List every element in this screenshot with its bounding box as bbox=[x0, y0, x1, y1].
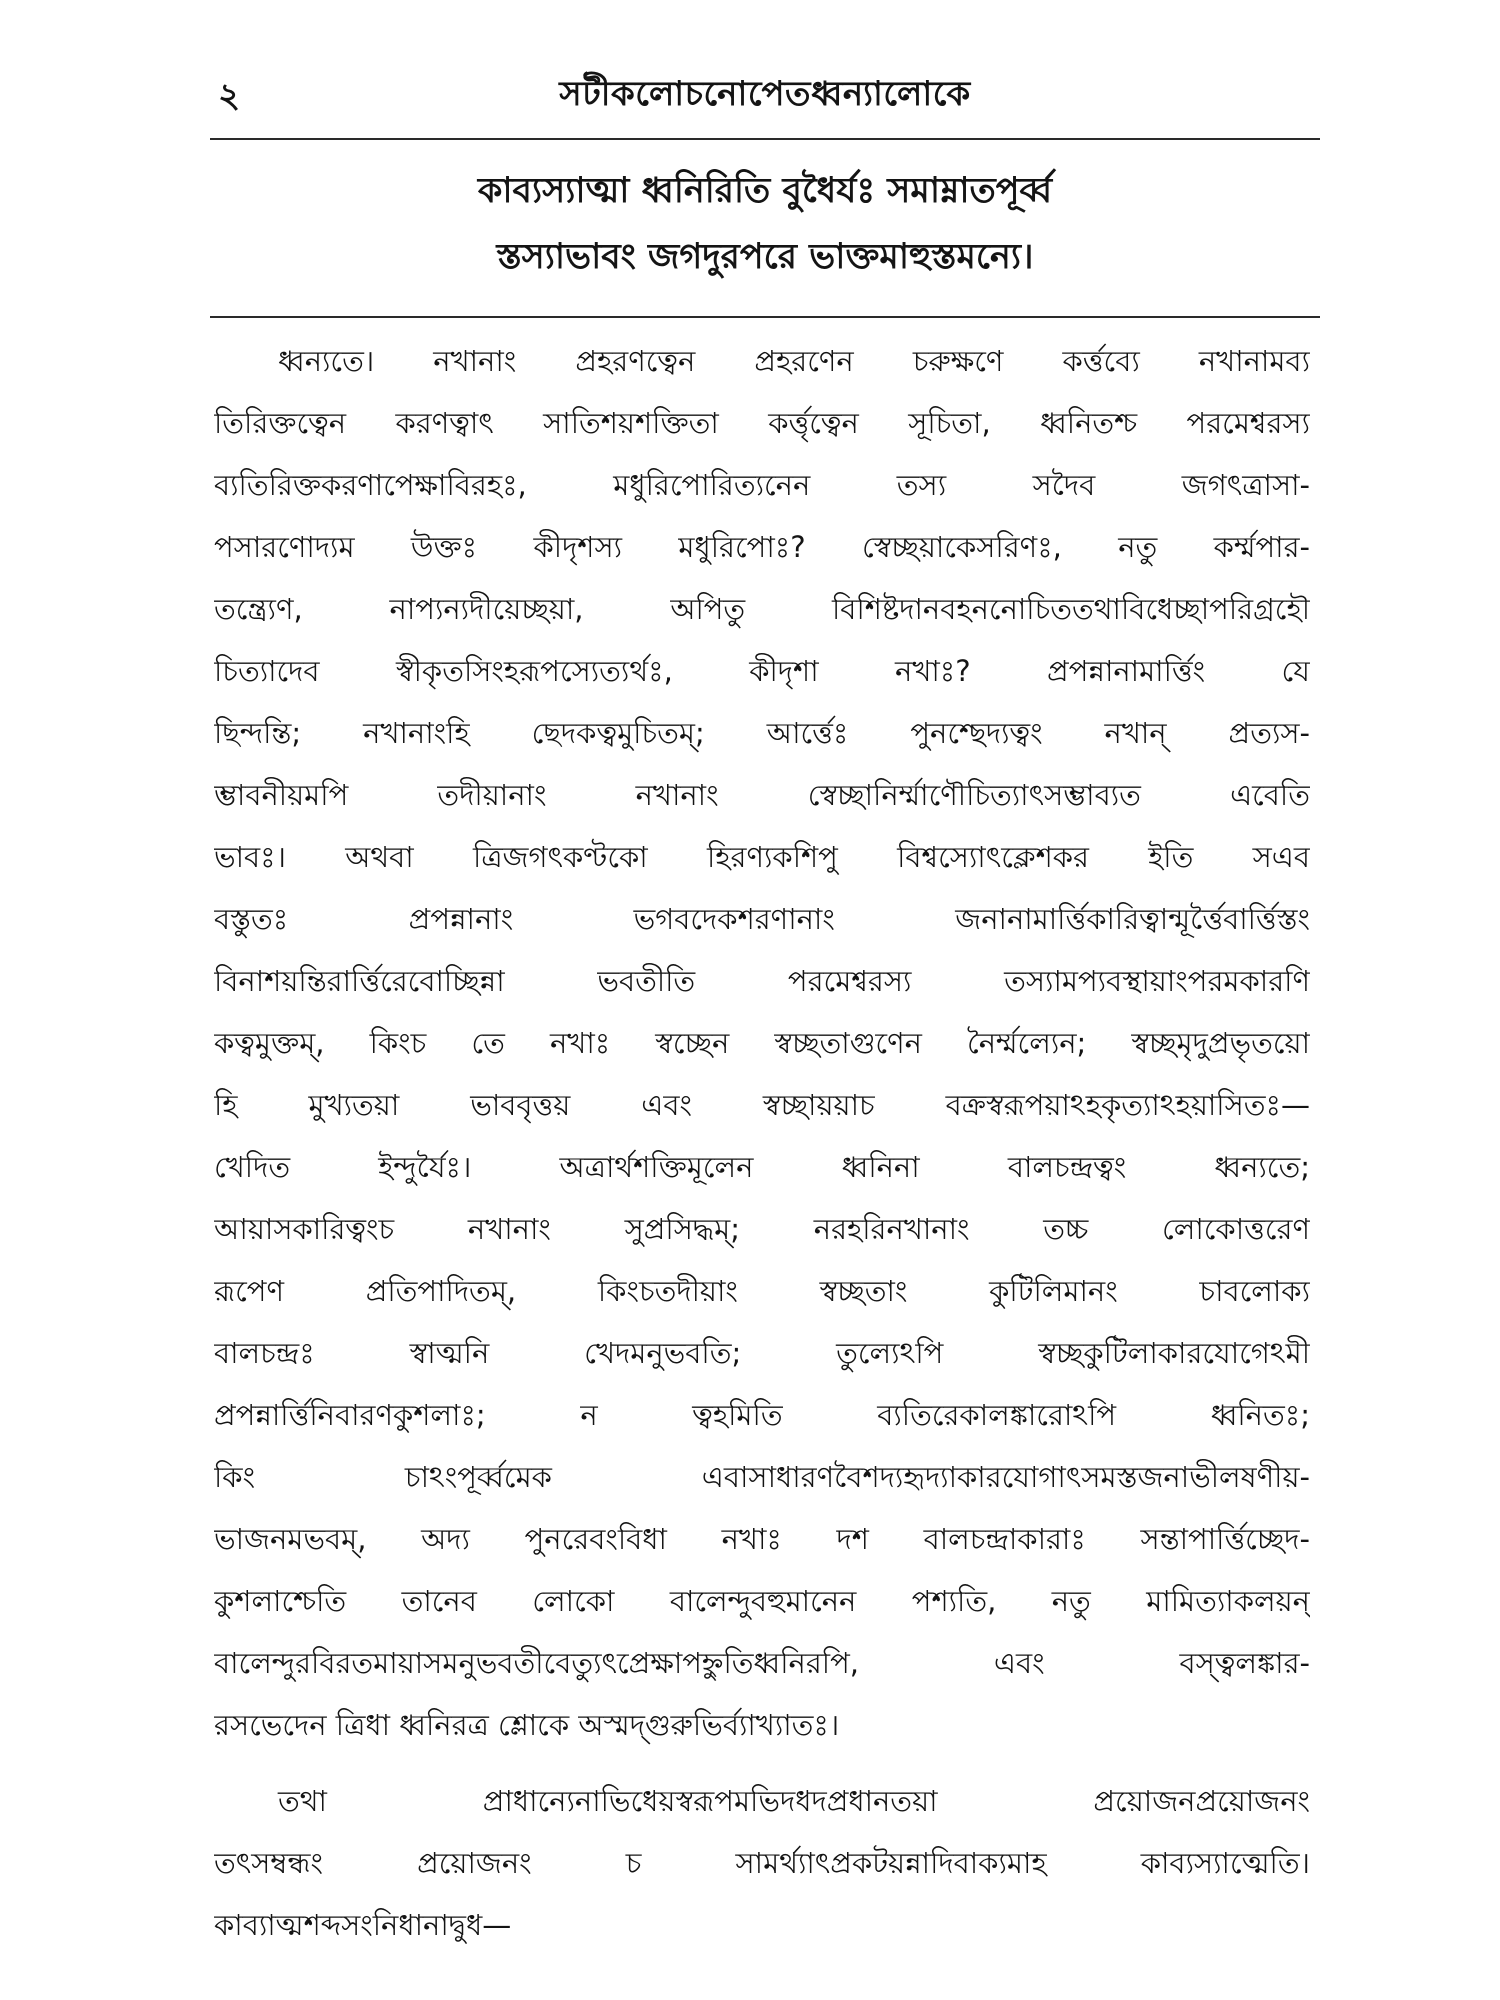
text-line: ব্যতিরিক্তকরণাপেক্ষাবিরহঃ, মধুরিপোরিত্যনেন তস্য সদৈব জগৎত্রাসা- bbox=[214, 468, 1310, 502]
text-line: রূপেণ প্রতিপাদিতম্, কিংচতদীয়াং স্বচ্ছতাং কুটিলিমানং চাবলোক্য bbox=[214, 1274, 1310, 1308]
verse-rule bbox=[210, 316, 1320, 318]
text-line: ধ্বন্যতে। নখানাং প্রহরণত্বেন প্রহরণেন চরুক্ষণে কর্ত্তব্যে নখানামব্য bbox=[278, 344, 1310, 378]
text-line: হি মুখ্যতয়া ভাববৃত্তয় এবং স্বচ্ছায়য়াচ বক্রস্বরূপয়াঽহকৃত্যাঽহয়াসিতঃ— bbox=[214, 1088, 1310, 1122]
text-line: তৎসম্বন্ধং প্রয়োজনং চ সামর্থ্যাৎপ্রকটয়ন্নাদিবাক্যমাহ কাব্যস্যাত্মেতি। bbox=[214, 1846, 1310, 1880]
text-line: আয়াসকারিত্বংচ নখানাং সুপ্রসিদ্ধম্; নরহরিনখানাং তচ্চ লোকোত্তরেণ bbox=[214, 1212, 1310, 1246]
text-line: প্রপন্নার্ত্তিনিবারণকুশলাঃ; ন ত্বহমিতি ব্যতিরেকালঙ্কারোঽপি ধ্বনিতঃ; bbox=[214, 1398, 1310, 1432]
page-header bbox=[210, 64, 1320, 124]
text-line: কাব্যাত্মশব্দসংনিধানাদ্বুধ— bbox=[214, 1908, 512, 1942]
text-line: রসভেদেন ত্রিধা ধ্বনিরত্র শ্লোকে অস্মদ্গুরুভির্ব্যাখ্যাতঃ। bbox=[214, 1708, 840, 1742]
text-line: ভাবঃ। অথবা ত্রিজগৎকণ্টকো হিরণ্যকশিপু বিশ্বস্যোৎক্লেশকর ইতি সএব bbox=[214, 840, 1310, 874]
text-line: তিরিক্তত্বেন করণত্বাৎ সাতিশয়শক্তিতা কর্ত্তৃত্বেন সূচিতা, ধ্বনিতশ্চ পরমেশ্বরস্য bbox=[214, 406, 1310, 440]
verse-line: কাব্যস্যাত্মা ধ্বনিরিতি বুধৈর্যঃ সমাম্নাতপূর্ব্ব bbox=[477, 171, 1053, 211]
header-rule bbox=[210, 138, 1320, 140]
text-line: কুশলাশ্চেতি তানেব লোকো বালেন্দুবহুমানেন পশ্যতি, নতু মামিত্যাকলয়ন্ bbox=[214, 1584, 1310, 1618]
commentary-paragraph bbox=[214, 1770, 1310, 1956]
commentary-paragraph bbox=[214, 330, 1310, 1756]
page-number: ২ bbox=[218, 76, 241, 116]
commentary-text bbox=[214, 330, 1310, 1956]
text-line: খেদিত ইন্দুর্যৈঃ। অত্রার্থশক্তিমূলেন ধ্বনিনা বালচন্দ্রত্বং ধ্বন্যতে; bbox=[214, 1150, 1310, 1184]
text-line: কত্বমুক্তম্, কিংচ তে নখাঃ স্বচ্ছেন স্বচ্ছতাগুণেন নৈর্ম্মল্যেন; স্বচ্ছমৃদুপ্রভৃতয়ো bbox=[214, 1026, 1310, 1060]
text-line: ভাজনমভবম্, অদ্য পুনরেবংবিধা নখাঃ দশ বালচন্দ্রাকারাঃ সন্তাপার্ত্তিচ্ছেদ- bbox=[214, 1522, 1310, 1556]
text-line: তথা প্রাধান্যেনাভিধেয়স্বরূপমভিদধদপ্রধানতয়া প্রয়োজনপ্রয়োজনং bbox=[278, 1784, 1310, 1818]
text-line: বালচন্দ্রঃ স্বাত্মনি খেদমনুভবতি; তুল্যেঽপি স্বচ্ছকুটিলাকারযোগেঽমী bbox=[214, 1336, 1310, 1370]
text-line: বিনাশয়ন্তিরার্ত্তিরেবোচ্ছিন্না ভবতীতি পরমেশ্বরস্য তস্যামপ্যবস্থায়াংপরমকারণি bbox=[214, 964, 1310, 998]
text-line: ম্ভাবনীয়মপি তদীয়ানাং নখানাং স্বেচ্ছানির্ম্মাণৌচিত্যাৎসম্ভাব্যত এবেতি bbox=[214, 778, 1310, 812]
text-line: তন্ত্র্যেণ, নাপ্যন্যদীয়েচ্ছয়া, অপিতু বিশিষ্টদানবহননোচিততথাবিধেচ্ছাপরিগ্রহৌ bbox=[214, 592, 1310, 626]
verse-line: স্তস্যাভাবং জগদুরপরে ভাক্তমাহুস্তমন্যে। bbox=[496, 237, 1034, 277]
text-line: পসারণোদ্যম উক্তঃ কীদৃশস্য মধুরিপোঃ? স্বেচ্ছয়াকেসরিণঃ, নতু কর্ম্মপার- bbox=[214, 530, 1310, 564]
text-line: বালেন্দুরবিরতমায়াসমনুভবতীবেত্যুৎপ্রেক্ষাপহ্নুতিধ্বনিরপি, এবং বস্ত্বলঙ্কার- bbox=[214, 1646, 1310, 1680]
text-line: কিং চাঽংপূর্ব্বমেক এবাসাধারণবৈশদ্যহৃদ্যাকারযোগাৎসমস্তজনাভীলষণীয়- bbox=[214, 1460, 1310, 1494]
running-title: সটীকলোচনোপেতধ্বন্যালোকে bbox=[559, 74, 971, 114]
text-line: ছিন্দন্তি; নখানাংহি ছেদকত্বমুচিতম্; আর্ত্তেঃ পুনশ্ছেদ্যত্বং নখান্ প্রত্যস- bbox=[214, 716, 1310, 750]
text-line: বস্তুতঃ প্রপন্নানাং ভগবদেকশরণানাং জনানামার্ত্তিকারিত্বান্মূর্ত্তৈবার্ত্তিস্তং bbox=[214, 902, 1310, 936]
text-line: চিত্যাদেব স্বীকৃতসিংহরূপস্যেত্যর্থঃ, কীদৃশা নখাঃ? প্রপন্নানামার্ত্তিং যে bbox=[214, 654, 1310, 688]
verse-block bbox=[210, 158, 1320, 290]
